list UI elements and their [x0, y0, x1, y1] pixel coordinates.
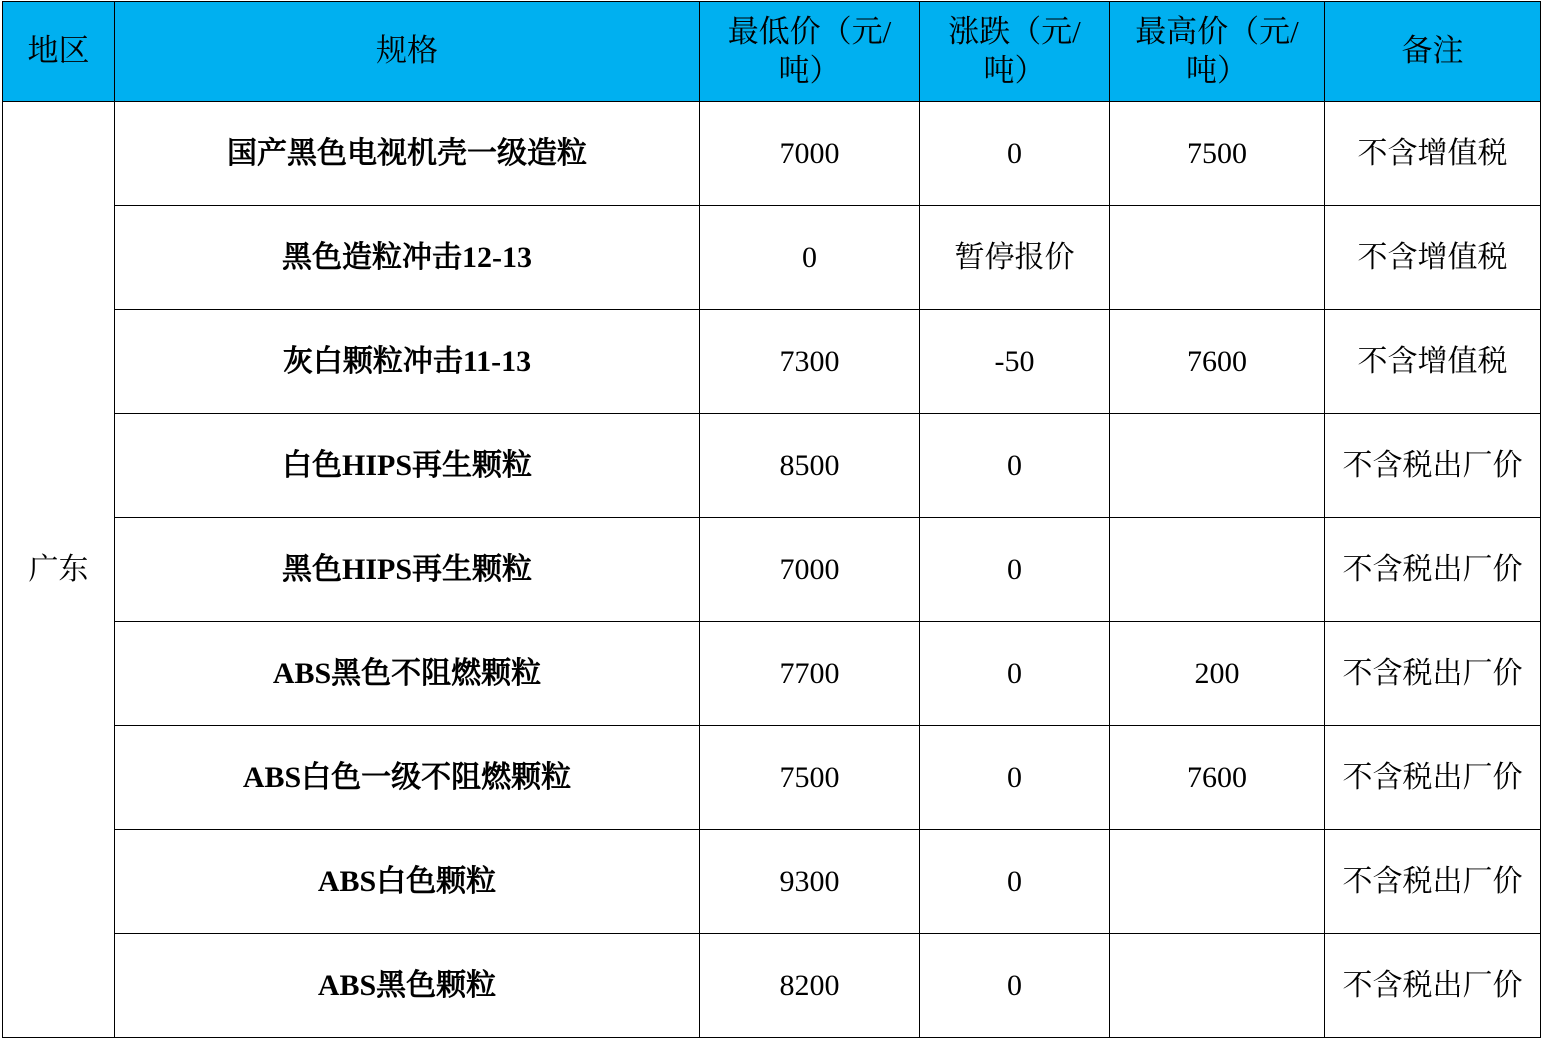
- remark-cell: 不含增值税: [1325, 310, 1541, 414]
- lowest-price-cell: 9300: [700, 830, 920, 934]
- table-row: [3, 206, 1541, 310]
- change-cell: 0: [920, 622, 1110, 726]
- highest-price-cell: 7600: [1110, 726, 1325, 830]
- column-header-change: 涨跌（元/吨）: [920, 2, 1110, 102]
- change-cell: 0: [920, 414, 1110, 518]
- highest-price-cell: [1110, 934, 1325, 1038]
- remark-cell: 不含增值税: [1325, 206, 1541, 310]
- change-cell: 0: [920, 518, 1110, 622]
- table-row: [3, 622, 1541, 726]
- table-row: [3, 830, 1541, 934]
- recycled-plastic-price-table: [2, 1, 1541, 1038]
- column-header-spec: 规格: [115, 2, 700, 102]
- highest-price-cell: 200: [1110, 622, 1325, 726]
- spec-cell: 灰白颗粒冲击11-13: [115, 310, 700, 414]
- table-header: [3, 2, 1541, 102]
- lowest-price-cell: 8500: [700, 414, 920, 518]
- remark-cell: 不含税出厂价: [1325, 830, 1541, 934]
- column-header-remark: 备注: [1325, 2, 1541, 102]
- change-cell: 0: [920, 830, 1110, 934]
- lowest-price-cell: 7000: [700, 102, 920, 206]
- lowest-price-cell: 7700: [700, 622, 920, 726]
- highest-price-cell: [1110, 518, 1325, 622]
- price-table-container: [0, 1, 1542, 1038]
- remark-cell: 不含税出厂价: [1325, 934, 1541, 1038]
- spec-cell: 国产黑色电视机壳一级造粒: [115, 102, 700, 206]
- region-cell-guangdong: 广东: [3, 102, 115, 1038]
- column-header-region: 地区: [3, 2, 115, 102]
- lowest-price-cell: 0: [700, 206, 920, 310]
- table-row: [3, 518, 1541, 622]
- remark-cell: 不含税出厂价: [1325, 518, 1541, 622]
- spec-cell: 黑色HIPS再生颗粒: [115, 518, 700, 622]
- lowest-price-cell: 7500: [700, 726, 920, 830]
- change-cell: 暂停报价: [920, 206, 1110, 310]
- table-row: [3, 102, 1541, 206]
- remark-cell: 不含税出厂价: [1325, 726, 1541, 830]
- remark-cell: 不含税出厂价: [1325, 414, 1541, 518]
- highest-price-cell: 7500: [1110, 102, 1325, 206]
- table-row: [3, 310, 1541, 414]
- table-body: [3, 102, 1541, 1038]
- highest-price-cell: [1110, 830, 1325, 934]
- highest-price-cell: [1110, 206, 1325, 310]
- change-cell: 0: [920, 102, 1110, 206]
- lowest-price-cell: 8200: [700, 934, 920, 1038]
- highest-price-cell: [1110, 414, 1325, 518]
- lowest-price-cell: 7000: [700, 518, 920, 622]
- table-row: [3, 934, 1541, 1038]
- remark-cell: 不含增值税: [1325, 102, 1541, 206]
- change-cell: -50: [920, 310, 1110, 414]
- change-cell: 0: [920, 934, 1110, 1038]
- column-header-highest-price: 最高价（元/吨）: [1110, 2, 1325, 102]
- spec-cell: 黑色造粒冲击12-13: [115, 206, 700, 310]
- lowest-price-cell: 7300: [700, 310, 920, 414]
- spec-cell: ABS白色一级不阻燃颗粒: [115, 726, 700, 830]
- table-row: [3, 726, 1541, 830]
- spec-cell: ABS黑色不阻燃颗粒: [115, 622, 700, 726]
- table-row: [3, 414, 1541, 518]
- highest-price-cell: 7600: [1110, 310, 1325, 414]
- spec-cell: ABS黑色颗粒: [115, 934, 700, 1038]
- column-header-lowest-price: 最低价（元/吨）: [700, 2, 920, 102]
- spec-cell: 白色HIPS再生颗粒: [115, 414, 700, 518]
- spec-cell: ABS白色颗粒: [115, 830, 700, 934]
- table-header-row: [3, 2, 1541, 102]
- change-cell: 0: [920, 726, 1110, 830]
- remark-cell: 不含税出厂价: [1325, 622, 1541, 726]
